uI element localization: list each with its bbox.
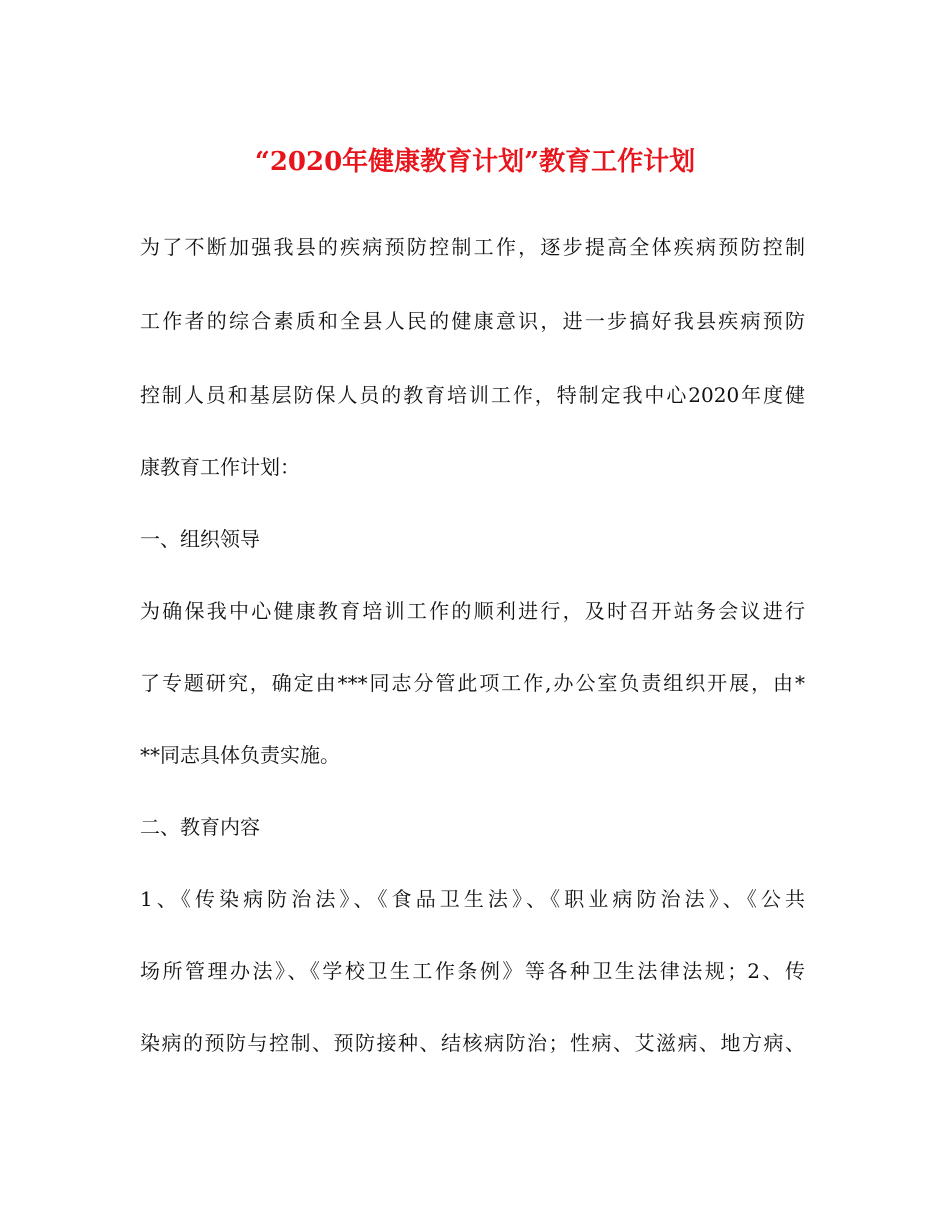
paragraph-line: **同志具体负责实施。 <box>140 743 340 767</box>
paragraph-line: 为了不断加强我县的疾病预防控制工作，逐步提高全体疾病预防控制 <box>140 235 805 259</box>
paragraph-line: 控制人员和基层防保人员的教育培训工作，特制定我中心2020年度健 <box>140 383 805 407</box>
paragraph-line: 场所管理办法》、《学校卫生工作条例》等各种卫生法律法规；2、传 <box>140 959 805 983</box>
paragraph-line: 工作者的综合素质和全县人民的健康意识，进一步搞好我县疾病预防 <box>140 309 805 333</box>
paragraph-line: 了专题研究，确定由***同志分管此项工作,办公室负责组织开展，由* <box>140 671 805 695</box>
section-heading: 二、教育内容 <box>140 815 260 839</box>
document-title: “2020年健康教育计划”教育工作计划 <box>254 147 696 177</box>
paragraph-line: 为确保我中心健康教育培训工作的顺利进行，及时召开站务会议进行 <box>140 599 805 623</box>
paragraph-line: 康教育工作计划： <box>140 455 300 479</box>
section-heading: 一、组织领导 <box>140 527 260 551</box>
paragraph-line: 1、《传染病防治法》、《食品卫生法》、《职业病防治法》、《公共 <box>140 887 805 911</box>
paragraph-line: 染病的预防与控制、预防接种、结核病防治；性病、艾滋病、地方病、 <box>140 1031 805 1055</box>
